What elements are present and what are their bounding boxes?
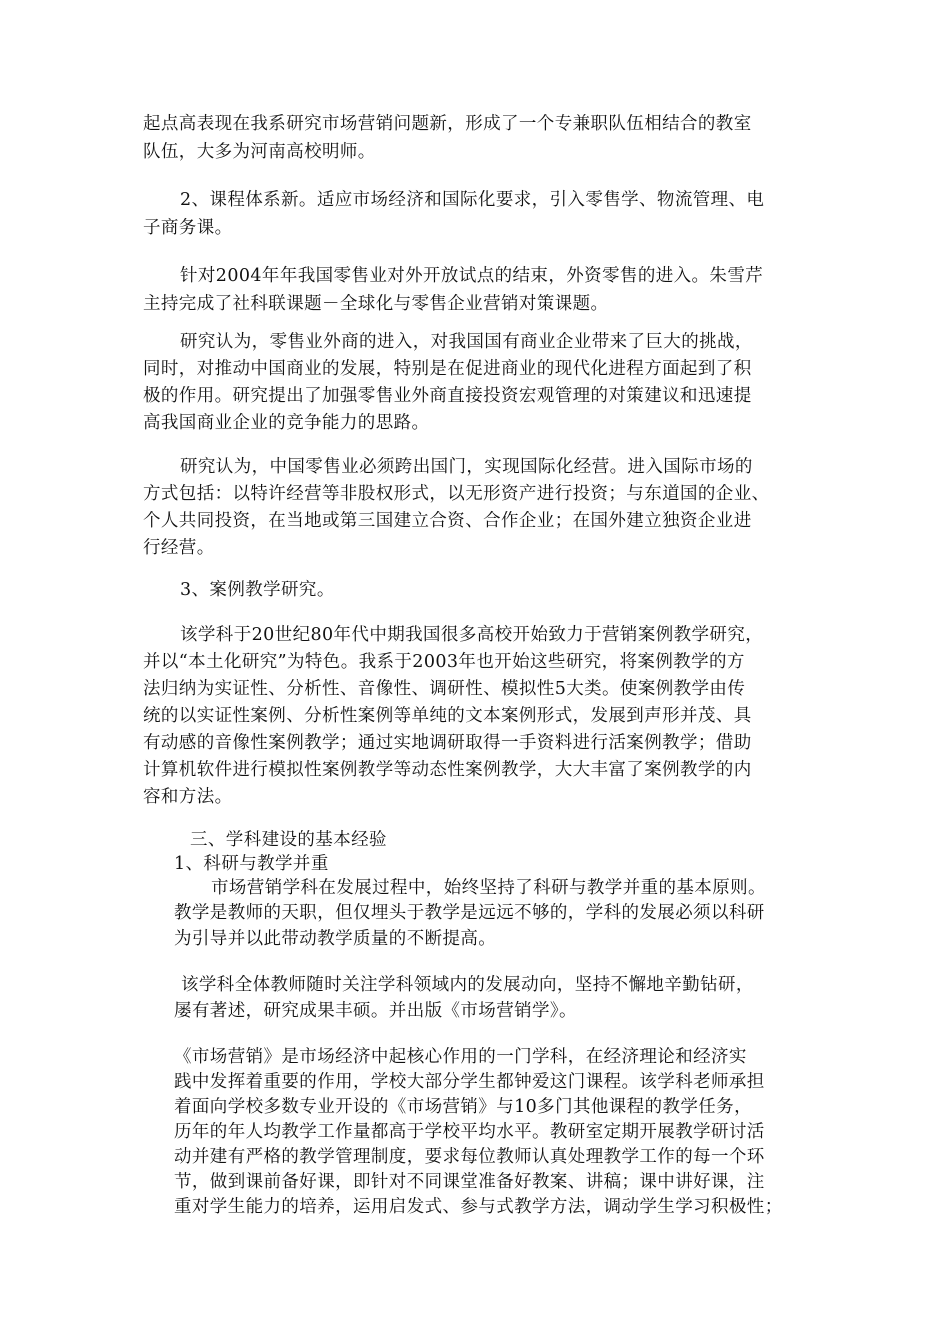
paragraph-11-line-7: 重对学生能力的培养，运用启发式、参与式教学方法，调动学生学习积极性； — [174, 1197, 783, 1217]
paragraph-4-line-4: 高我国商业企业的竞争能力的思路。 — [143, 413, 430, 433]
paragraph-7-line-4: 统的以实证性案例、分析性案例等单纯的文本案例形式，发展到声形并茂、具 — [143, 706, 752, 726]
paragraph-5-line-4: 行经营。 — [143, 538, 215, 558]
sub-heading: 1、科研与教学并重 — [174, 854, 329, 874]
paragraph-7-line-6: 计算机软件进行模拟性案例教学等动态性案例教学，大大丰富了案例教学的内 — [143, 760, 752, 780]
paragraph-10-line-2: 屡有著述，研究成果丰硕。并出版《市场营销学》。 — [174, 1001, 577, 1021]
paragraph-1-line-2: 队伍，大多为河南高校明师。 — [143, 142, 376, 162]
paragraph-6-line-1: 3、案例教学研究。 — [180, 580, 335, 600]
paragraph-5-line-1: 研究认为，中国零售业必须跨出国门，实现国际化经营。进入国际市场的 — [180, 457, 753, 477]
paragraph-9-line-3: 为引导并以此带动教学质量的不断提高。 — [174, 929, 497, 949]
section-heading: 三、学科建设的基本经验 — [190, 830, 387, 850]
paragraph-11-line-5: 动并建有严格的教学管理制度，要求每位教师认真处理教学工作的每一个环 — [174, 1147, 765, 1167]
paragraph-7-line-3: 法归纳为实证性、分析性、音像性、调研性、模拟性5大类。使案例教学由传 — [143, 679, 746, 699]
paragraph-11-line-1: 《市场营销》是市场经济中起核心作用的一门学科，在经济理论和经济实 — [174, 1047, 747, 1067]
paragraph-7-line-1: 该学科于20世纪80年代中期我国很多高校开始致力于营销案例教学研究， — [180, 625, 764, 645]
paragraph-2-line-1: 2、课程体系新。适应市场经济和国际化要求，引入零售学、物流管理、电 — [180, 190, 765, 210]
paragraph-4-line-3: 极的作用。研究提出了加强零售业外商直接投资宏观管理的对策建议和迅速提 — [143, 386, 752, 406]
paragraph-5-line-3: 个人共同投资，在当地或第三国建立合资、合作企业；在国外建立独资企业进 — [143, 511, 752, 531]
paragraph-10-line-1: 该学科全体教师随时关注学科领域内的发展动向，坚持不懈地辛勤钻研， — [181, 975, 754, 995]
paragraph-5-line-2: 方式包括：以特许经营等非股权形式，以无形资产进行投资；与东道国的企业、 — [143, 484, 770, 504]
paragraph-3-line-2: 主持完成了社科联课题－全球化与零售企业营销对策课题。 — [143, 294, 609, 314]
paragraph-3-line-1: 针对2004年年我国零售业对外开放试点的结束，外资零售的进入。朱雪芹 — [180, 266, 764, 286]
paragraph-4-line-1: 研究认为，零售业外商的进入，对我国国有商业企业带来了巨大的挑战， — [180, 332, 753, 352]
paragraph-7-line-5: 有动感的音像性案例教学；通过实地调研取得一手资料进行活案例教学；借助 — [143, 733, 752, 753]
paragraph-2-line-2: 子商务课。 — [143, 218, 233, 238]
paragraph-7-line-7: 容和方法。 — [143, 787, 233, 807]
paragraph-11-line-2: 践中发挥着重要的作用，学校大部分学生都钟爱这门课程。该学科老师承担 — [174, 1072, 765, 1092]
paragraph-11-line-3: 着面向学校多数专业开设的《市场营销》与10多门其他课程的教学任务， — [174, 1097, 752, 1117]
paragraph-11-line-6: 节，做到课前备好课，即针对不同课堂准备好教案、讲稿；课中讲好课，注 — [174, 1172, 765, 1192]
paragraph-4-line-2: 同时，对推动中国商业的发展，特别是在促进商业的现代化进程方面起到了积 — [143, 359, 752, 379]
paragraph-11-line-4: 历年的年人均教学工作量都高于学校平均水平。教研室定期开展教学研讨活 — [174, 1122, 765, 1142]
paragraph-7-line-2: 并以“本土化研究”为特色。我系于2003年也开始这些研究，将案例教学的方 — [143, 652, 745, 672]
paragraph-1-line-1: 起点高表现在我系研究市场营销问题新，形成了一个专兼职队伍相结合的教室 — [143, 114, 752, 134]
paragraph-9-line-2: 教学是教师的天职，但仅埋头于教学是远远不够的，学科的发展必须以科研 — [174, 903, 765, 923]
paragraph-9-line-1: 市场营销学科在发展过程中，始终坚持了科研与教学并重的基本原则。 — [211, 878, 766, 898]
